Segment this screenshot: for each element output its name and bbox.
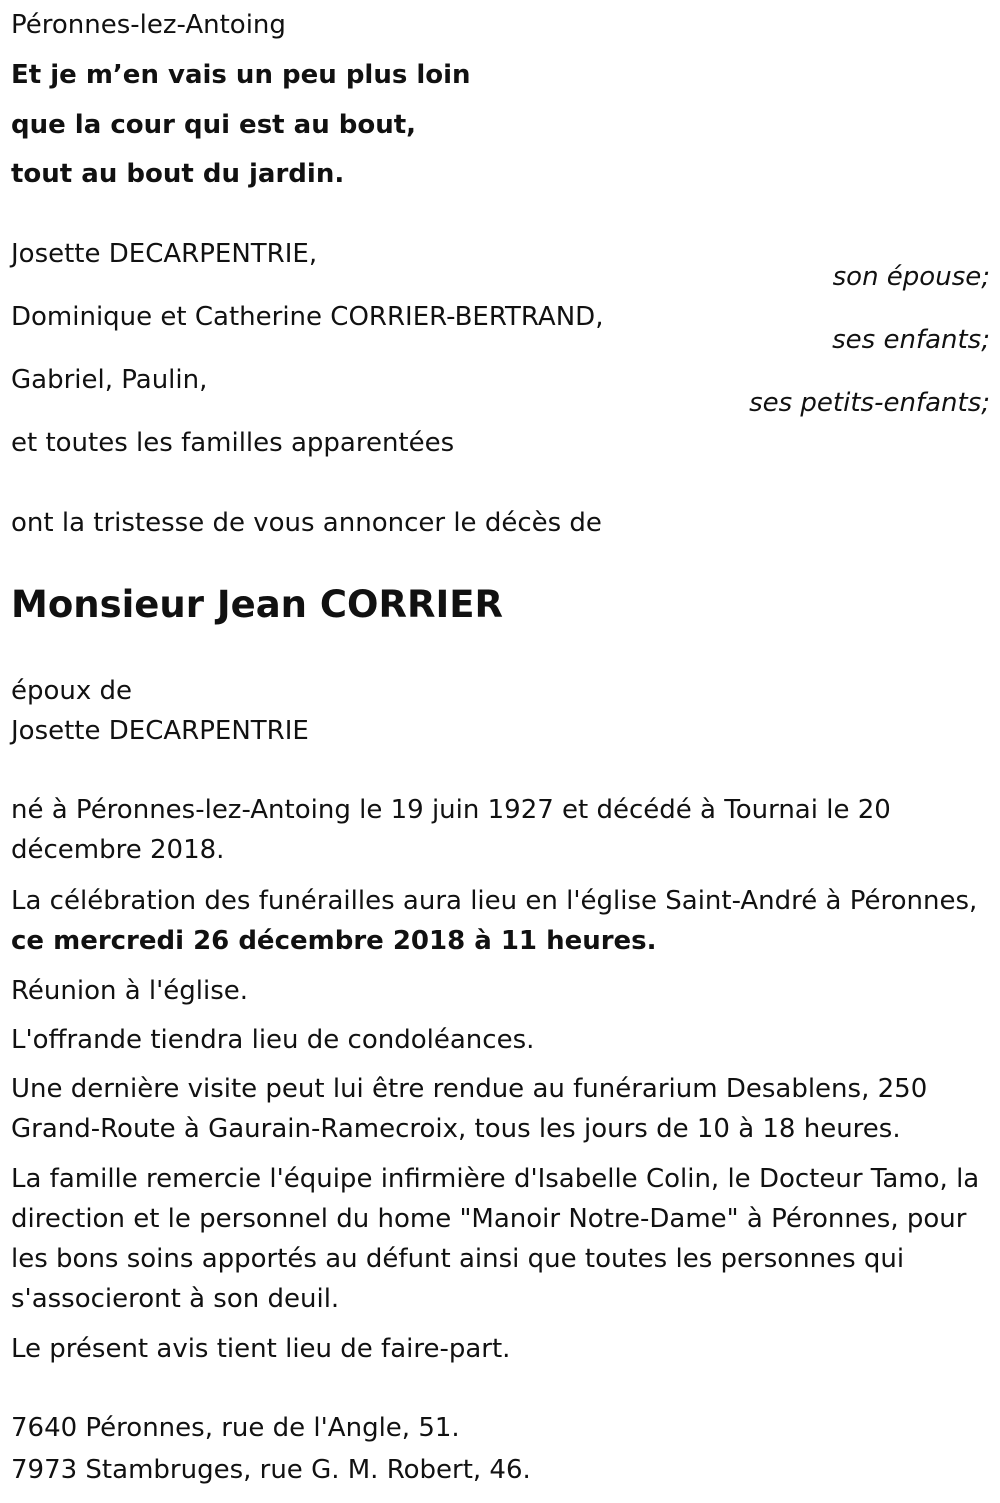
spouse-label: époux de xyxy=(11,676,133,706)
deceased-name: Monsieur Jean CORRIER xyxy=(11,583,504,626)
family-names-spouse: Josette DECARPENTRIE, xyxy=(11,239,318,269)
poem-line-1: Et je m’en vais un peu plus loin xyxy=(11,60,471,90)
announcement: ont la tristesse de vous annoncer le décès de xyxy=(11,508,602,538)
extended-family: et toutes les familles apparentées xyxy=(11,428,455,458)
funeral-text: La célébration des funérailles aura lieu en l'église Saint-André à Péronnes, xyxy=(11,886,978,916)
meeting-line: Réunion à l'église. xyxy=(11,976,249,1006)
family-relation-grandchildren: ses petits-enfants; xyxy=(749,388,990,418)
family-names-children: Dominique et Catherine CORRIER-BERTRAND, xyxy=(11,302,604,332)
poem-line-2: que la cour qui est au bout, xyxy=(11,110,417,140)
address-1: 7640 Péronnes, rue de l'Angle, 51. xyxy=(11,1413,460,1443)
funeral-paragraph xyxy=(11,881,986,961)
funeral-datetime: ce mercredi 26 décembre 2018 à 11 heures. xyxy=(11,926,657,956)
notice-line: Le présent avis tient lieu de faire-part. xyxy=(11,1334,511,1364)
place-header: Péronnes-lez-Antoing xyxy=(11,10,286,40)
offering-line: L'offrande tiendra lieu de condoléances. xyxy=(11,1025,535,1055)
family-names-grandchildren: Gabriel, Paulin, xyxy=(11,365,208,395)
birth-death-paragraph: né à Péronnes-lez-Antoing le 19 juin 1927 et décédé à Tournai le 20 décembre 2018. xyxy=(11,795,891,865)
visit-paragraph: Une dernière visite peut lui être rendue au funérarium Desablens, 250 Grand-Route à Gaurain-Ramecroix, tous les jours de 10 à 18 heures. xyxy=(11,1074,928,1144)
spouse-name: Josette DECARPENTRIE xyxy=(11,716,309,746)
address-2: 7973 Stambruges, rue G. M. Robert, 46. xyxy=(11,1455,531,1485)
family-relation-children: ses enfants; xyxy=(832,325,990,355)
thanks-paragraph: La famille remercie l'équipe infirmière d'Isabelle Colin, le Docteur Tamo, la direction et le personnel du home "Manoir Notre-Dame" à Péronnes, pour les bons soins apportés au défunt ainsi que toutes les personnes qui s'associeront à son deuil. xyxy=(11,1164,980,1314)
poem-line-3: tout au bout du jardin. xyxy=(11,159,345,189)
family-relation-spouse: son épouse; xyxy=(832,262,990,292)
